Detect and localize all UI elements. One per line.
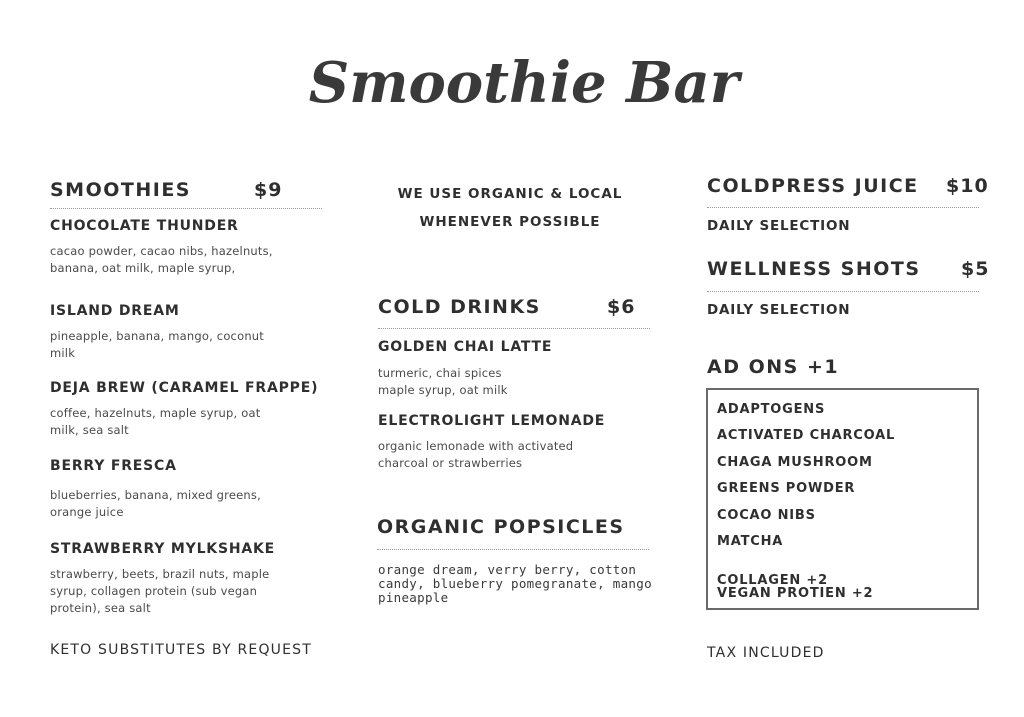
organic-note-line: WHENEVER POSSIBLE: [419, 214, 601, 230]
cold-drinks-divider: [378, 328, 650, 329]
smoothie-desc: [50, 487, 261, 521]
addons-heading: AD ONS +1: [707, 356, 840, 378]
smoothies-price: $9: [254, 179, 283, 201]
coldpress-divider: [707, 207, 979, 208]
addon-extra-item: COLLAGEN +2: [717, 573, 828, 588]
drink-desc: [378, 438, 573, 472]
wellness-heading: WELLNESS SHOTS: [707, 258, 921, 280]
cold-drinks-heading: COLD DRINKS: [378, 296, 541, 318]
smoothie-desc-line: orange juice: [50, 505, 124, 519]
smoothie-name: BERRY FRESCA: [50, 458, 177, 474]
addon-item: COCAO NIBS: [717, 508, 816, 523]
popsicles-desc-line: orange dream, verry berry, cotton: [378, 562, 637, 577]
popsicles-desc: [378, 563, 652, 605]
smoothie-name: ISLAND DREAM: [50, 303, 180, 319]
smoothie-desc-line: strawberry, beets, brazil nuts, maple: [50, 567, 270, 581]
coldpress-sub: DAILY SELECTION: [707, 218, 851, 234]
smoothie-desc-line: syrup, collagen protein (sub vegan: [50, 584, 258, 598]
addon-item: ACTIVATED CHARCOAL: [717, 428, 896, 443]
addon-item: CHAGA MUSHROOM: [717, 455, 873, 470]
smoothie-desc-line: blueberries, banana, mixed greens,: [50, 488, 261, 502]
addon-item: MATCHA: [717, 534, 784, 549]
cold-drinks-price: $6: [607, 296, 636, 318]
popsicles-desc-line: candy, blueberry pomegranate, mango: [378, 576, 652, 591]
smoothie-desc: [50, 243, 273, 277]
smoothie-desc-line: pineapple, banana, mango, coconut: [50, 329, 265, 343]
drink-desc-line: turmeric, chai spices: [378, 366, 502, 380]
drink-name: GOLDEN CHAI LATTE: [378, 339, 553, 355]
drink-desc-line: charcoal or strawberries: [378, 456, 523, 470]
smoothie-name: DEJA BREW (CARAMEL FRAPPE): [50, 380, 319, 396]
coldpress-price: $10: [946, 175, 989, 197]
smoothies-heading: SMOOTHIES: [50, 179, 191, 201]
popsicles-desc-line: pineapple: [378, 590, 449, 605]
organic-note-line: WE USE ORGANIC & LOCAL: [397, 186, 623, 202]
drink-name: ELECTROLIGHT LEMONADE: [378, 413, 606, 429]
addon-extra-item: VEGAN PROTIEN +2: [717, 586, 874, 601]
smoothie-desc-line: cacao powder, cacao nibs, hazelnuts,: [50, 244, 273, 258]
popsicles-heading: ORGANIC POPSICLES: [377, 516, 625, 538]
smoothie-desc: [50, 566, 269, 617]
organic-note: [380, 180, 640, 236]
drink-desc: [378, 365, 508, 399]
wellness-divider: [707, 291, 979, 292]
addon-item: GREENS POWDER: [717, 481, 856, 496]
wellness-sub: DAILY SELECTION: [707, 302, 851, 318]
drink-desc-line: organic lemonade with activated: [378, 439, 574, 453]
smoothie-desc: [50, 328, 264, 362]
smoothie-name: CHOCOLATE THUNDER: [50, 218, 239, 234]
menu-title: Smoothie Bar: [308, 50, 740, 116]
popsicles-divider: [377, 549, 649, 550]
smoothie-desc-line: milk, sea salt: [50, 423, 129, 437]
tax-note: TAX INCLUDED: [707, 645, 825, 661]
addon-extras: [717, 574, 873, 600]
smoothies-divider: [50, 208, 322, 209]
drink-desc-line: maple syrup, oat milk: [378, 383, 508, 397]
addon-item: ADAPTOGENS: [717, 402, 826, 417]
keto-note: KETO SUBSTITUTES BY REQUEST: [50, 642, 313, 658]
smoothie-desc-line: banana, oat milk, maple syrup,: [50, 261, 236, 275]
smoothie-name: STRAWBERRY MYLKSHAKE: [50, 541, 275, 557]
smoothie-desc: [50, 405, 260, 439]
wellness-price: $5: [961, 258, 990, 280]
smoothie-desc-line: milk: [50, 346, 76, 360]
smoothie-desc-line: protein), sea salt: [50, 601, 151, 615]
coldpress-heading: COLDPRESS JUICE: [707, 175, 919, 197]
smoothie-desc-line: coffee, hazelnuts, maple syrup, oat: [50, 406, 261, 420]
